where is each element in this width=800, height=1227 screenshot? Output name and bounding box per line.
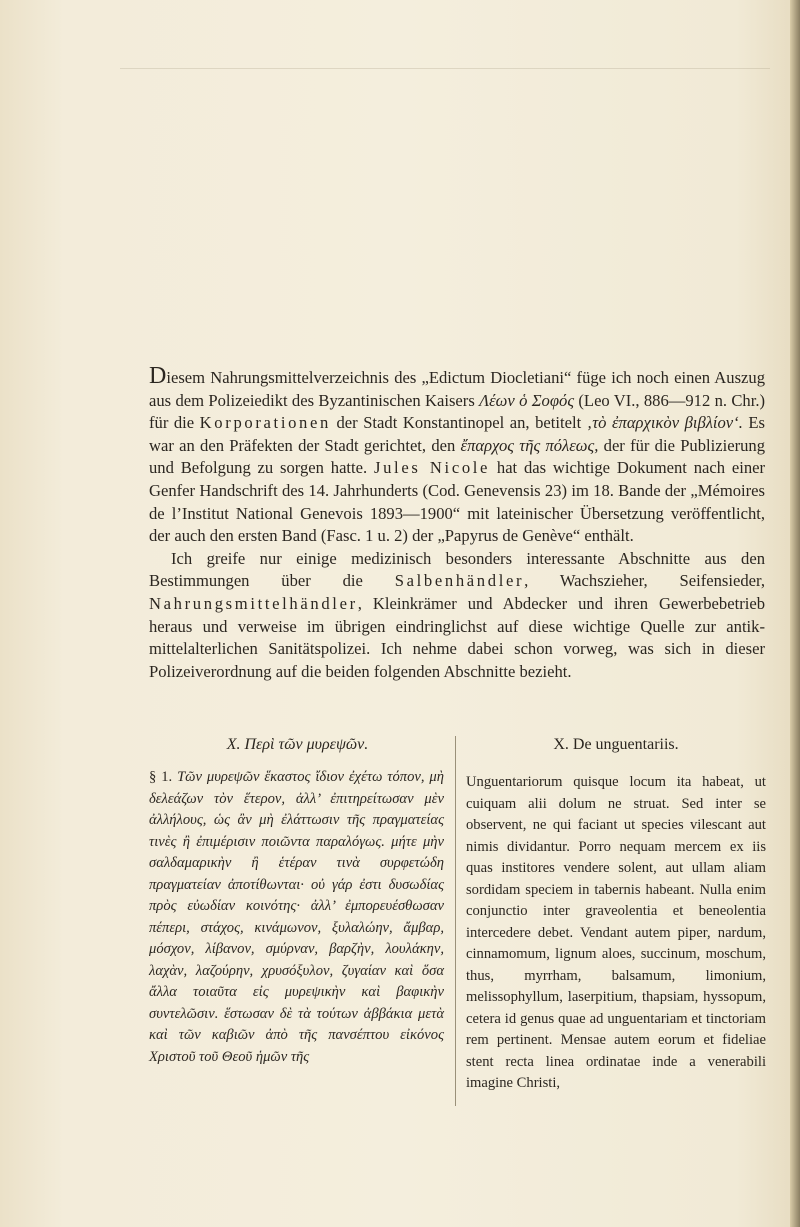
bleed-through-header bbox=[120, 58, 770, 80]
leo-greek-name: Λέων ὁ Σοφός bbox=[479, 390, 575, 410]
intro-text bbox=[149, 363, 766, 683]
bleed-through-rule bbox=[120, 68, 770, 69]
greek-body: Τῶν μυρεψῶν ἕκαστος ἴδιον ἐχέτω τόπον, μὴ δελεάζων τὸν ἕτερον, ἀλλ’ ἐπιτηρείτωσαν μὲν ἀλλήλους, ὡς ἂν μὴ ἐλάττωσιν τῆς πραγματείας τινὲς ἢ ἐπιμέρισιν ποιῶντα παραλόγως. μήτε μὴν σαλδαμαρικὴν ἢ ἑτέραν τινὰ συρφετώδη πραγματείαν ἀποτίθωνται· οὐ γάρ ἐστι δυσωδίας πρὸς εὐωδίαν κοινότης· ἀλλ’ ἐμπορευέσθωσαν πέπερι, στάχος, κινάμωνον, ξυλαλώην, ἄμβαρ, μόσχον, λίβανον, σμύρναν, βαρζὴν, λουλάκην, λαχὰν, λαζούρην, χρυσόξυλον, ζυγαίαν καὶ ὅσα ἄλλα τοιαῦτα εἰς μυρεψικὴν καὶ βαφικὴν συντελῶσιν. ἕστωσαν δὲ τὰ τούτων ἀββάκια μετὰ καὶ τῶν καβιῶν ἀπὸ τῆς πανσέπτου εἰκόνος Χριστοῦ τοῦ Θεοῦ ἡμῶν τῆς bbox=[149, 769, 445, 1065]
latin-column-heading: X. De unguentariis. bbox=[553, 736, 679, 753]
term-salbenhaendler: Salbenhändler bbox=[394, 571, 525, 591]
eparchos-greek: ἔπαρχος τῆς πόλεως, bbox=[460, 435, 599, 455]
intro-paragraph-2: Ich greife nur einige medizinisch besonders interessante Abschnitte aus den Bestimmungen über die Salbenhändler, Wachszieher, Seifensieder, Nahrungsmittelhändler, Kleinkrämer und Abdecker und ihren Gewerbebetrieb heraus und verweise im übrigen eindringlichst auf diese wichtige Quelle zur antik-mittelalterlichen Sanitätspolizei. Ich nehme dabei schon vorweg, was sich in dieser Polizeiverordnung auf die beiden folgenden Abschnitte bezieht. bbox=[149, 548, 765, 681]
greek-column-heading: X. Περὶ τῶν μυρεψῶν. bbox=[226, 736, 369, 753]
section-mark: § 1. bbox=[149, 769, 173, 785]
intro-paragraph-1: Diesem Nahrungsmittelverzeichnis des „Edictum Diocletiani“ füge ich noch einen Auszug aus dem Polizeiedikt des Byzantinischen Kaisers Λέων ὁ Σοφός (Leo VI., 886—912 n. Chr.) für die Korporationen der Stadt Konstantinopel an, betitelt ‚τὸ ἐπαρχικὸν βιβλίον‘. Es war an den Präfekten der Stadt gerichtet, den ἔπαρχος τῆς πόλεως, der für die Publizierung und Befolgung zu sorgen hatte. Jules Nicole hat das wichtige Dokument nach einer Genfer Handschrift des 14. Jahrhunderts (Cod. Genevensis 23) im 18. Bande der „Mémoires de l’Institut National Genevois 1893—1900“ mit lateinischer Übersetzung veröffentlicht, der auch den ersten Band (Fasc. 1 u. 2) der „Papyrus de Genève“ enthält. bbox=[149, 363, 766, 546]
term-nahrungsmittelhaendler: Nahrungsmittelhändler bbox=[149, 593, 358, 613]
term-korporationen: Korporationen bbox=[199, 413, 331, 433]
drop-cap: D bbox=[149, 363, 167, 389]
latin-column-text: Unguentariorum quisque locum ita habeat, ut cuiquam alii dolum ne struat. Sed inter se observent, ne qui faciant ut species vilescant aut nimis dividantur. Porro nequam mercem ex iis quas institores vendere solent, aut ullam aliam sordidam speciem in tabernis habeant. Nulla enim conjunctio inter graveolentia et beneolentia intercedere debet. Vendant autem piper, nardum, cinnamomum, lignum aloes, succinum, moschum, thus, myrrham, balsamum, limonium, melissophyllum, laserpitium, thapsiam, hyssopum, cetera id genus quae ad unguentariam et tinctoriam rem pertinent. Mensae autem eorum et fideliae stent recta linea ordinatae inde a venerabili imagine Christi, bbox=[466, 774, 766, 1091]
book-title-greek: ‚τὸ ἐπαρχικὸν βιβλίον‘. bbox=[586, 413, 743, 433]
author-nicole: Jules Nicole bbox=[373, 458, 491, 478]
page-edge-shadow bbox=[790, 0, 800, 1227]
column-divider bbox=[455, 736, 456, 1106]
greek-column-text bbox=[149, 767, 444, 1068]
